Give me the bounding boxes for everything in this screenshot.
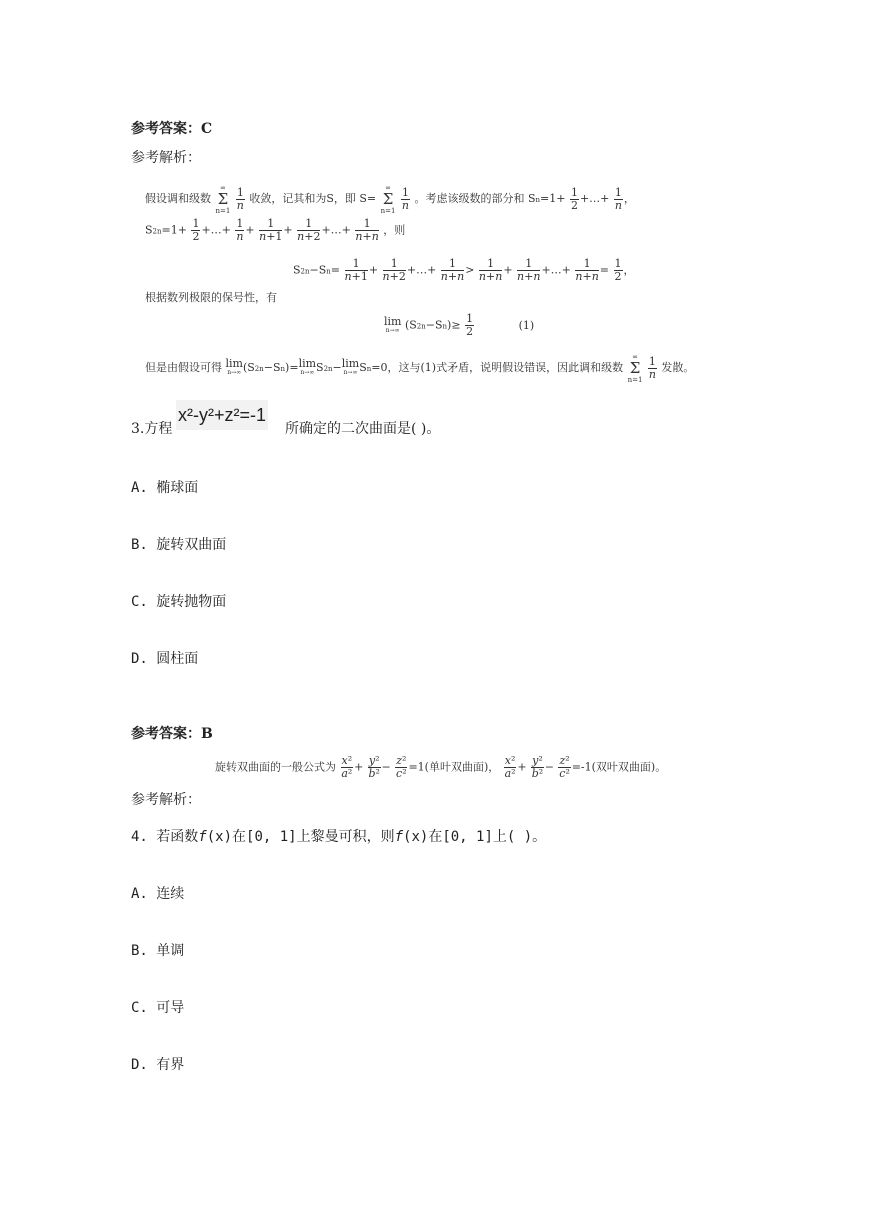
answer-label: 参考答案：C [131, 121, 213, 137]
q3-answer-label: 参考答案：B [131, 726, 213, 742]
q4-option-a: A. 连续 [131, 886, 185, 902]
q3-option-d: D. 圆柱面 [131, 651, 199, 667]
proof-line-2: S2n=1+ $\frac{1}{2}$ +…+ $\frac{1}{n}$ + $\frac{1}{n+1}$ + $\frac{1}{n+2}$ +…+ $\frac{1}{n+n}$ ，则 [145, 217, 406, 243]
q3-suffix: 所确定的二次曲面是( )。 [285, 421, 441, 437]
q3-note-image: 旋转双曲面的一般公式为 $\frac{\text{x²}}{\text{a²}}$ + $\frac{\text{y²}}{\text{b²}}$ − $\frac{\text{z²}}{\text{c²}}$ =1(单叶双曲面)， $\frac{\text{x²}}{\text{a²}}$ + $\frac{\text{y²}}{\text{b²}}$ − $\frac{\text{z²}}{\text{c²}}$ =-1(双叶双曲面)。 [215, 754, 667, 780]
analysis-label: 参考解析： [131, 150, 201, 166]
proof-line-5: lim n→∞ (S2n−Sn)≥ $\frac{1}{2}$ (1) [384, 312, 535, 338]
proof-line-6: 但是由假设可得 lim n→∞ (S2n−Sn)=lim n→∞ S2n−lim n→∞ Sn=0，这与(1)式矛盾，说明假设错误，因此调和级数 ∞ Σ n=1 $\frac{1}{n}$ 发散。 [145, 353, 695, 384]
q3-option-b: B. 旋转双曲面 [131, 537, 227, 553]
q4-option-d: D. 有界 [131, 1057, 185, 1073]
q4-question: 4. 若函数f(x)在[0, 1]上黎曼可积，则f(x)在[0, 1]上( )。 [131, 829, 547, 845]
q3-prefix: 3.方程 [131, 421, 173, 437]
q4-option-b: B. 单调 [131, 943, 185, 959]
q3-equation-image: x²-y²+z²=-1 [176, 400, 268, 430]
q3-analysis-label: 参考解析： [131, 792, 201, 808]
proof-line-3: S2n−Sn= $\frac{1}{n+1}$ + $\frac{1}{n+2}$ +…+ $\frac{1}{n+n}$ > $\frac{1}{n+n}$ + $\frac{1}{n+n}$ +…+ $\frac{1}{n+n}$ = $\frac{1}{2}$ ， [293, 257, 635, 283]
q3-option-a: A. 椭球面 [131, 480, 199, 496]
q3-option-c: C. 旋转抛物面 [131, 594, 227, 610]
proof-line-1: 假设调和级数 ∞ Σ n=1 $\frac{1}{n}$ 收敛，记其和为S，即 S= ∞ Σ n=1 $\frac{1}{n}$ 。考虑该级数的部分和 Sn=1+ $\frac{1}{2}$ +…+ $\frac{1}{n}$ ， [145, 184, 635, 215]
q4-option-c: C. 可导 [131, 1000, 185, 1016]
proof-line-4: 根据数列极限的保号性，有 [145, 291, 277, 304]
